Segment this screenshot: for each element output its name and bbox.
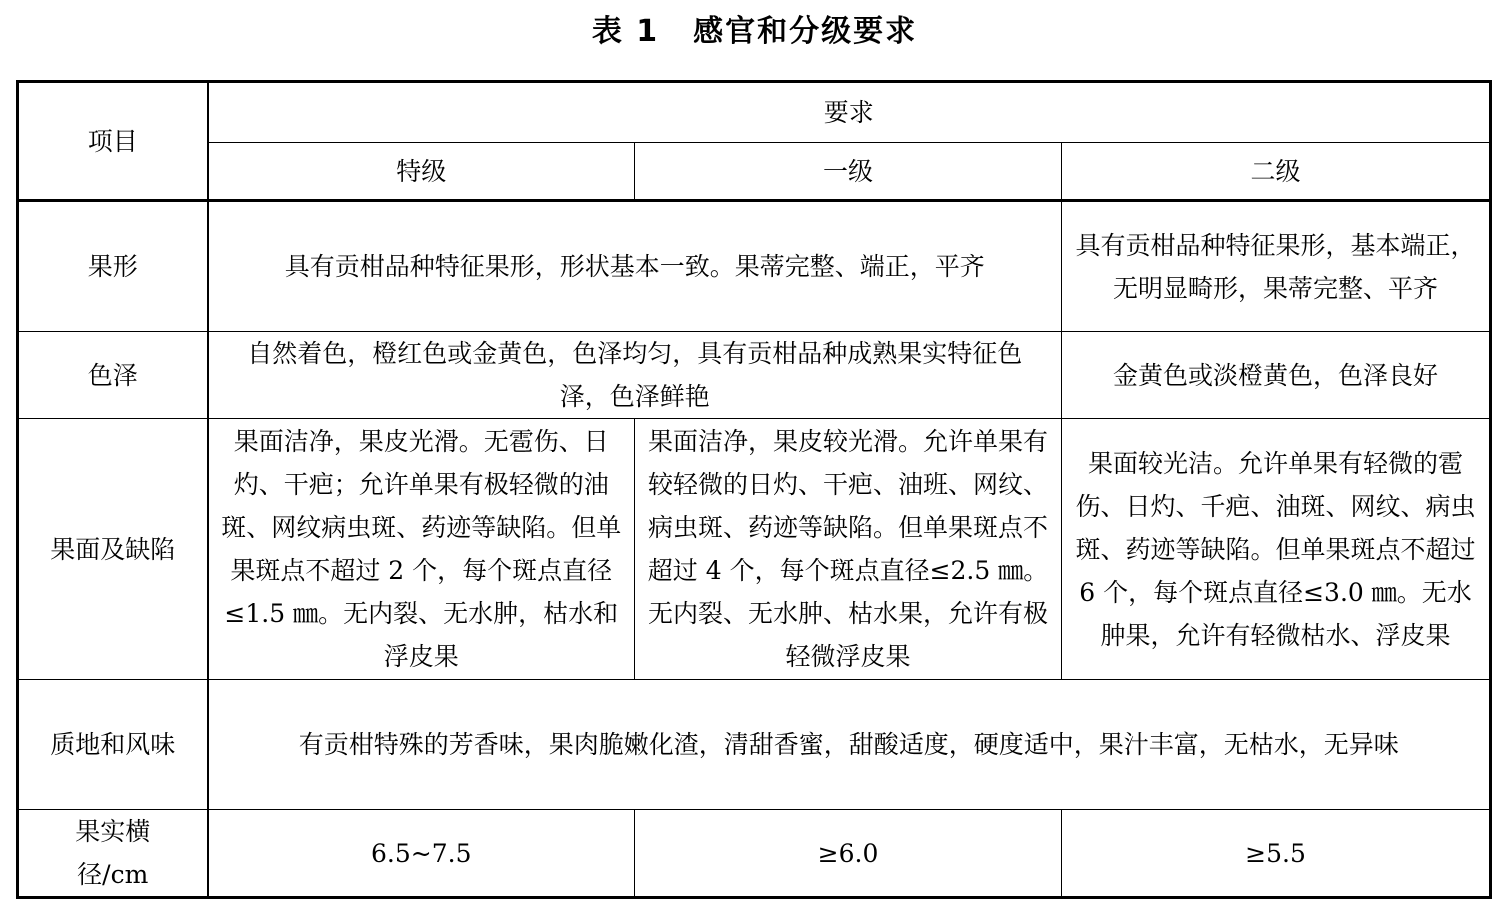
row-label-surface: 果面及缺陷	[18, 419, 208, 680]
table-row-shape	[18, 201, 1491, 332]
cell-surface-special: 果面洁净，果皮光滑。无雹伤、日灼、干疤；允许单果有极轻微的油斑、网纹病虫斑、药迹等缺陷。但单果斑点不超过 2 个，每个斑点直径≤1.5 ㎜。无内裂、无水肿，枯水和浮皮果	[208, 419, 635, 680]
cell-diameter-second: ≥5.5	[1062, 810, 1491, 898]
table-number: 表 1	[591, 14, 660, 49]
header-row-2	[18, 143, 1491, 201]
cell-texture-all: 有贡柑特殊的芳香味，果肉脆嫩化渣，清甜香蜜，甜酸适度，硬度适中，果汁丰富，无枯水，无异味	[208, 680, 1491, 810]
header-grade-second: 二级	[1062, 143, 1491, 201]
row-label-color: 色泽	[18, 332, 208, 419]
cell-color-special-first: 自然着色，橙红色或金黄色，色泽均匀，具有贡柑品种成熟果实特征色泽，色泽鲜艳	[208, 332, 1062, 419]
table-title: 感官和分级要求	[693, 14, 918, 49]
table-row-diameter	[18, 810, 1491, 898]
row-label-diameter: 果实横径/cm	[18, 810, 208, 898]
header-requirement: 要求	[208, 82, 1491, 143]
table-row-surface	[18, 419, 1491, 680]
cell-shape-special-first: 具有贡柑品种特征果形，形状基本一致。果蒂完整、端正，平齐	[208, 201, 1062, 332]
header-grade-first: 一级	[635, 143, 1062, 201]
cell-diameter-special: 6.5~7.5	[208, 810, 635, 898]
cell-surface-second: 果面较光洁。允许单果有轻微的雹伤、日灼、千疤、油斑、网纹、病虫斑、药迹等缺陷。但单果斑点不超过 6 个，每个斑点直径≤3.0 ㎜。无水肿果，允许有轻微枯水、浮皮果	[1062, 419, 1491, 680]
cell-color-second: 金黄色或淡橙黄色，色泽良好	[1062, 332, 1491, 419]
table-caption	[0, 10, 1509, 54]
requirements-table	[16, 80, 1492, 899]
row-label-shape: 果形	[18, 201, 208, 332]
header-grade-special: 特级	[208, 143, 635, 201]
cell-shape-second: 具有贡柑品种特征果形，基本端正，无明显畸形，果蒂完整、平齐	[1062, 201, 1491, 332]
cell-diameter-first: ≥6.0	[635, 810, 1062, 898]
table-row-texture	[18, 680, 1491, 810]
header-item: 项目	[18, 82, 208, 201]
table-row-color	[18, 332, 1491, 419]
row-label-texture: 质地和风味	[18, 680, 208, 810]
cell-surface-first: 果面洁净，果皮较光滑。允许单果有较轻微的日灼、干疤、油班、网纹、病虫斑、药迹等缺陷。但单果斑点不超过 4 个，每个斑点直径≤2.5 ㎜。无内裂、无水肿、枯水果，允许有极轻微浮皮果	[635, 419, 1062, 680]
header-row-1	[18, 82, 1491, 143]
